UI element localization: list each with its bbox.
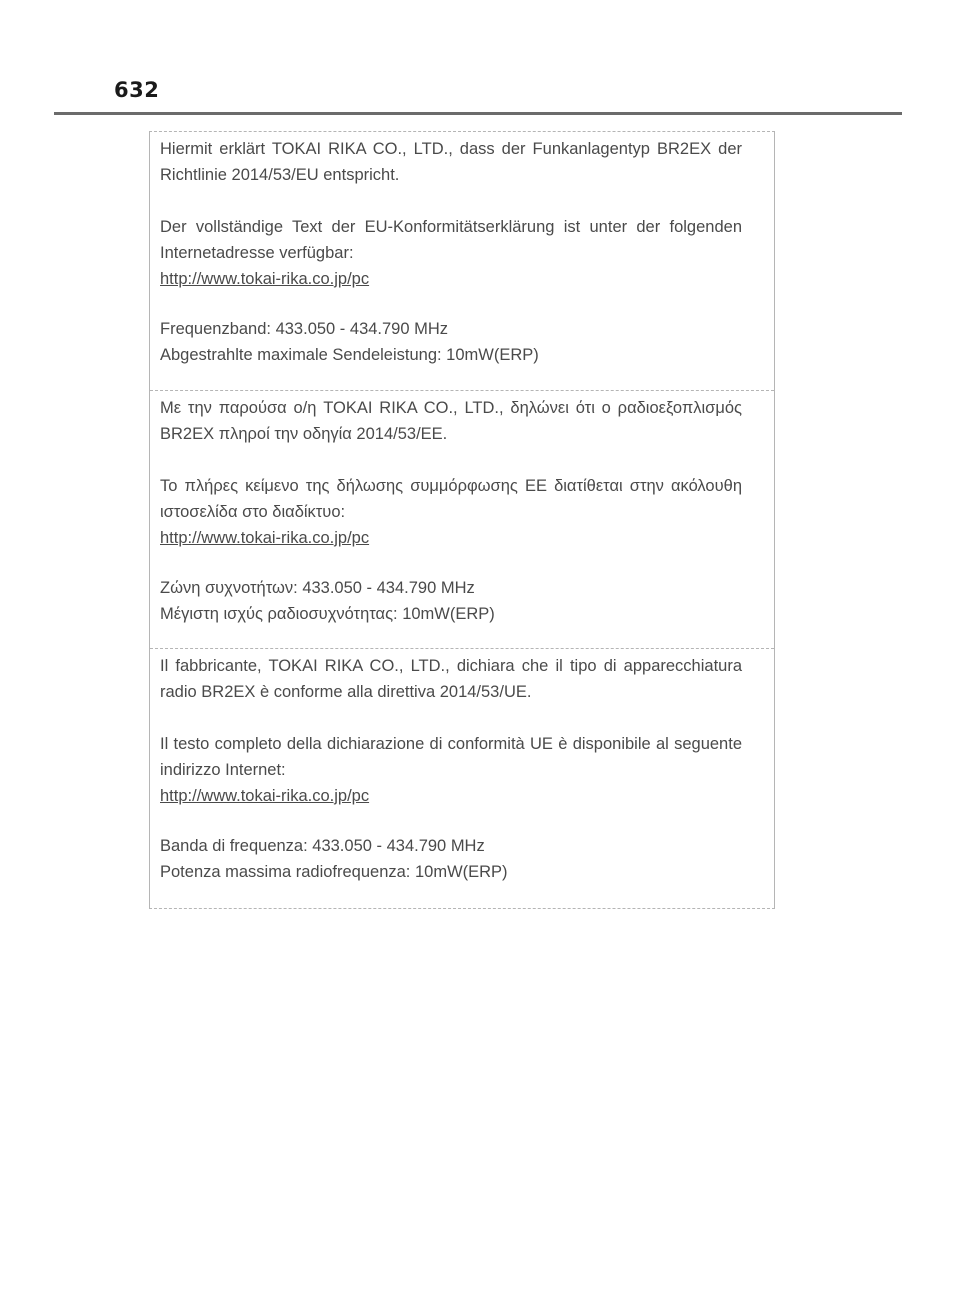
- declaration-link[interactable]: http://www.tokai-rika.co.jp/pc: [160, 787, 370, 805]
- declaration-text: Hiermit erklärt TOKAI RIKA CO., LTD., dass der Funkanlagentyp BR2EX der Richtlinie 2014/53/EU entspricht.: [160, 140, 742, 184]
- fulltext-block: [160, 214, 742, 292]
- section-greek: [150, 390, 774, 648]
- frequency-band: Frequenzband: 433.050 - 434.790 MHz: [160, 320, 449, 338]
- frequency-band: Banda di frequenza: 433.050 - 434.790 MHz: [160, 837, 485, 855]
- fulltext-block: [160, 473, 742, 551]
- declaration-box: [149, 131, 775, 909]
- spec-block: [160, 575, 742, 627]
- max-power: Μέγιστη ισχύς ραδιοσυχνότητας: 10mW(ERP): [160, 605, 495, 623]
- fulltext-text: Il testo completo della dichiarazione di conformità UE è disponibile al seguente indirizzo Internet:: [160, 735, 742, 779]
- spec-block: [160, 833, 742, 885]
- spec-block: [160, 316, 742, 368]
- declaration-text: Με την παρούσα ο/η TOKAI RIKA CO., LTD., δηλώνει ότι ο ραδιοεξοπλισμός BR2EX πληροί την οδηγία 2014/53/ΕΕ.: [160, 399, 742, 443]
- fulltext-text: Der vollständige Text der EU-Konformitätserklärung ist unter der folgenden Internetadresse verfügbar:: [160, 218, 742, 262]
- declaration-link[interactable]: http://www.tokai-rika.co.jp/pc: [160, 529, 370, 547]
- declaration-text: Il fabbricante, TOKAI RIKA CO., LTD., dichiara che il tipo di apparecchiatura radio BR2EX è conforme alla direttiva 2014/53/UE.: [160, 657, 742, 701]
- section-italian: [150, 648, 774, 910]
- frequency-band: Ζώνη συχνοτήτων: 433.050 - 434.790 MHz: [160, 579, 475, 597]
- section-german: [150, 132, 774, 390]
- fulltext-text: Το πλήρες κείμενο της δήλωσης συμμόρφωσης ΕΕ διατίθεται στην ακόλουθη ιστοσελίδα στο διαδίκτυο:: [160, 477, 742, 521]
- header-rule: [54, 112, 902, 115]
- declaration-link[interactable]: http://www.tokai-rika.co.jp/pc: [160, 270, 370, 288]
- max-power: Abgestrahlte maximale Sendeleistung: 10mW(ERP): [160, 346, 539, 364]
- max-power: Potenza massima radiofrequenza: 10mW(ERP): [160, 863, 508, 881]
- fulltext-block: [160, 731, 742, 809]
- page-number: 632: [114, 78, 160, 102]
